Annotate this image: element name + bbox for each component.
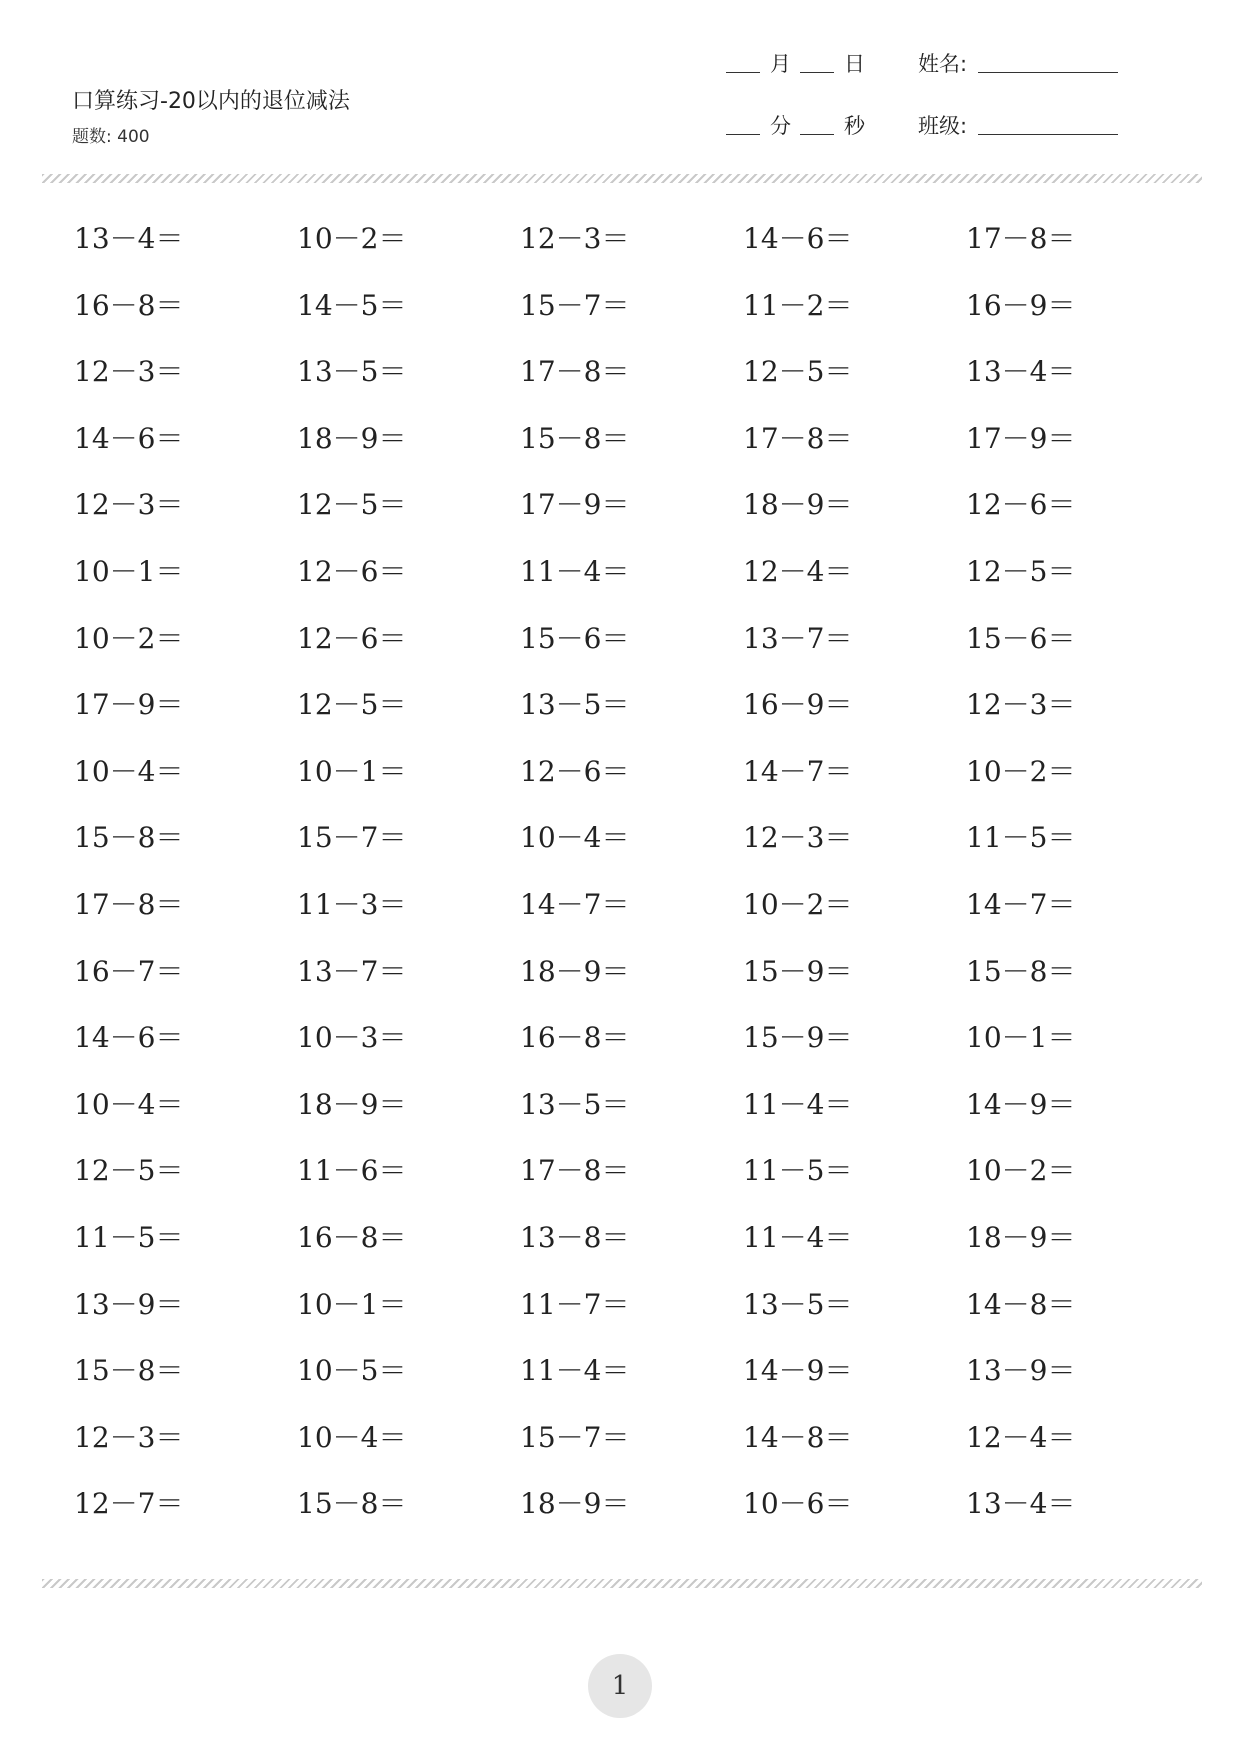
problem-item: 11－4＝ (520, 554, 630, 588)
problem-row (74, 222, 1194, 289)
class-label: 班级: (918, 114, 968, 138)
day-blank[interactable] (800, 72, 834, 73)
problem-item: 12－6＝ (520, 754, 630, 788)
problem-item: 10－6＝ (743, 1487, 853, 1521)
problem-item: 12－3＝ (74, 1420, 184, 1454)
problem-item: 13－7＝ (743, 621, 853, 655)
problem-row (74, 622, 1194, 689)
problem-row (74, 555, 1194, 622)
problem-row (74, 289, 1194, 356)
problem-item: 15－6＝ (966, 621, 1076, 655)
problem-row (74, 1021, 1194, 1088)
problem-row (74, 1088, 1194, 1155)
problem-item: 18－9＝ (297, 421, 407, 455)
problem-item: 12－5＝ (74, 1154, 184, 1188)
problem-item: 13－5＝ (743, 1287, 853, 1321)
problem-item: 16－9＝ (966, 288, 1076, 322)
problem-item: 15－7＝ (297, 821, 407, 855)
problem-item: 12－3＝ (74, 488, 184, 522)
problem-row (74, 1421, 1194, 1488)
problem-item: 12－3＝ (520, 222, 630, 255)
second-label: 秒 (844, 114, 865, 138)
problem-item: 10－1＝ (74, 554, 184, 588)
problem-row (74, 821, 1194, 888)
problem-item: 15－8＝ (74, 821, 184, 855)
problem-item: 18－9＝ (966, 1220, 1076, 1254)
problem-item: 10－1＝ (297, 1287, 407, 1321)
problem-item: 17－9＝ (520, 488, 630, 522)
problem-item: 12－5＝ (297, 488, 407, 522)
problem-item: 12－7＝ (74, 1487, 184, 1521)
problem-item: 16－8＝ (520, 1021, 630, 1055)
problem-item: 14－5＝ (297, 288, 407, 322)
problem-count: 题数: 400 (72, 127, 150, 147)
problem-item: 16－9＝ (743, 688, 853, 722)
problem-row (74, 688, 1194, 755)
problem-item: 17－9＝ (74, 688, 184, 722)
problem-item: 11－4＝ (743, 1220, 853, 1254)
problem-item: 10－4＝ (74, 1087, 184, 1121)
problem-item: 10－5＝ (297, 1354, 407, 1388)
problem-item: 10－4＝ (297, 1420, 407, 1454)
problem-item: 17－8＝ (520, 355, 630, 389)
name-field[interactable] (978, 72, 1118, 73)
month-label: 月 (770, 52, 791, 76)
problem-item: 12－3＝ (966, 688, 1076, 722)
problem-item: 13－9＝ (966, 1354, 1076, 1388)
problem-row (74, 1288, 1194, 1355)
problem-item: 17－9＝ (966, 421, 1076, 455)
problem-item: 11－5＝ (74, 1220, 184, 1254)
problem-item: 10－2＝ (966, 754, 1076, 788)
day-label: 日 (844, 52, 865, 76)
worksheet-title: 口算练习-20以内的退位减法 (72, 89, 350, 114)
problem-item: 16－8＝ (297, 1220, 407, 1254)
problem-item: 17－8＝ (520, 1154, 630, 1188)
problem-item: 11－4＝ (743, 1087, 853, 1121)
problem-item: 15－9＝ (743, 1021, 853, 1055)
problem-item: 14－7＝ (520, 887, 630, 921)
problem-item: 15－7＝ (520, 1420, 630, 1454)
problem-item: 10－4＝ (74, 754, 184, 788)
problem-item: 15－6＝ (520, 621, 630, 655)
minute-label: 分 (770, 114, 791, 138)
problem-item: 13－4＝ (74, 222, 184, 255)
problem-item: 18－9＝ (520, 954, 630, 988)
problem-item: 17－8＝ (966, 222, 1076, 255)
problem-item: 12－5＝ (966, 554, 1076, 588)
bottom-divider (42, 1579, 1202, 1588)
problem-item: 13－5＝ (520, 688, 630, 722)
problem-item: 11－5＝ (743, 1154, 853, 1188)
problem-row (74, 1487, 1194, 1554)
problem-item: 13－9＝ (74, 1287, 184, 1321)
problem-item: 10－2＝ (743, 887, 853, 921)
problem-item: 11－4＝ (520, 1354, 630, 1388)
problem-item: 11－7＝ (520, 1287, 630, 1321)
problem-item: 18－9＝ (743, 488, 853, 522)
problem-item: 17－8＝ (74, 887, 184, 921)
problem-item: 11－2＝ (743, 288, 853, 322)
problem-row (74, 1221, 1194, 1288)
problem-item: 10－1＝ (966, 1021, 1076, 1055)
problem-item: 14－9＝ (743, 1354, 853, 1388)
problem-item: 17－8＝ (743, 421, 853, 455)
problem-item: 15－8＝ (520, 421, 630, 455)
problem-item: 11－5＝ (966, 821, 1076, 855)
problem-item: 14－6＝ (743, 222, 853, 255)
problem-item: 15－7＝ (520, 288, 630, 322)
problem-row (74, 488, 1194, 555)
problem-grid (74, 222, 1194, 1554)
problem-row (74, 888, 1194, 955)
problem-item: 10－2＝ (74, 621, 184, 655)
problem-item: 13－8＝ (520, 1220, 630, 1254)
problem-item: 13－4＝ (966, 355, 1076, 389)
problem-item: 14－8＝ (743, 1420, 853, 1454)
problem-item: 13－5＝ (297, 355, 407, 389)
problem-item: 12－6＝ (297, 621, 407, 655)
top-divider (42, 174, 1202, 183)
problem-item: 10－2＝ (297, 222, 407, 255)
problem-row (74, 1154, 1194, 1221)
problem-item: 14－7＝ (966, 887, 1076, 921)
problem-item: 10－1＝ (297, 754, 407, 788)
problem-item: 10－2＝ (966, 1154, 1076, 1188)
problem-item: 13－7＝ (297, 954, 407, 988)
minute-blank[interactable] (726, 134, 760, 135)
problem-item: 15－8＝ (297, 1487, 407, 1521)
problem-item: 13－5＝ (520, 1087, 630, 1121)
class-field[interactable] (978, 134, 1118, 135)
problem-item: 12－6＝ (966, 488, 1076, 522)
problem-row (74, 955, 1194, 1022)
problem-item: 11－6＝ (297, 1154, 407, 1188)
problem-item: 13－4＝ (966, 1487, 1076, 1521)
problem-item: 11－3＝ (297, 887, 407, 921)
problem-item: 10－4＝ (520, 821, 630, 855)
problem-row (74, 755, 1194, 822)
problem-item: 12－5＝ (743, 355, 853, 389)
problem-item: 12－5＝ (297, 688, 407, 722)
problem-item: 14－6＝ (74, 421, 184, 455)
problem-item: 14－7＝ (743, 754, 853, 788)
problem-item: 15－8＝ (74, 1354, 184, 1388)
problem-item: 10－3＝ (297, 1021, 407, 1055)
problem-item: 15－8＝ (966, 954, 1076, 988)
name-label: 姓名: (918, 52, 968, 76)
problem-row (74, 422, 1194, 489)
problem-item: 16－7＝ (74, 954, 184, 988)
problem-item: 14－8＝ (966, 1287, 1076, 1321)
problem-item: 12－6＝ (297, 554, 407, 588)
second-blank[interactable] (800, 134, 834, 135)
month-blank[interactable] (726, 72, 760, 73)
problem-item: 18－9＝ (297, 1087, 407, 1121)
problem-row (74, 355, 1194, 422)
problem-item: 12－3＝ (74, 355, 184, 389)
page-number: 1 (588, 1654, 652, 1718)
problem-item: 14－9＝ (966, 1087, 1076, 1121)
problem-item: 18－9＝ (520, 1487, 630, 1521)
problem-item: 14－6＝ (74, 1021, 184, 1055)
problem-item: 16－8＝ (74, 288, 184, 322)
problem-item: 15－9＝ (743, 954, 853, 988)
problem-item: 12－4＝ (966, 1420, 1076, 1454)
problem-item: 12－4＝ (743, 554, 853, 588)
problem-item: 12－3＝ (743, 821, 853, 855)
problem-row (74, 1354, 1194, 1421)
